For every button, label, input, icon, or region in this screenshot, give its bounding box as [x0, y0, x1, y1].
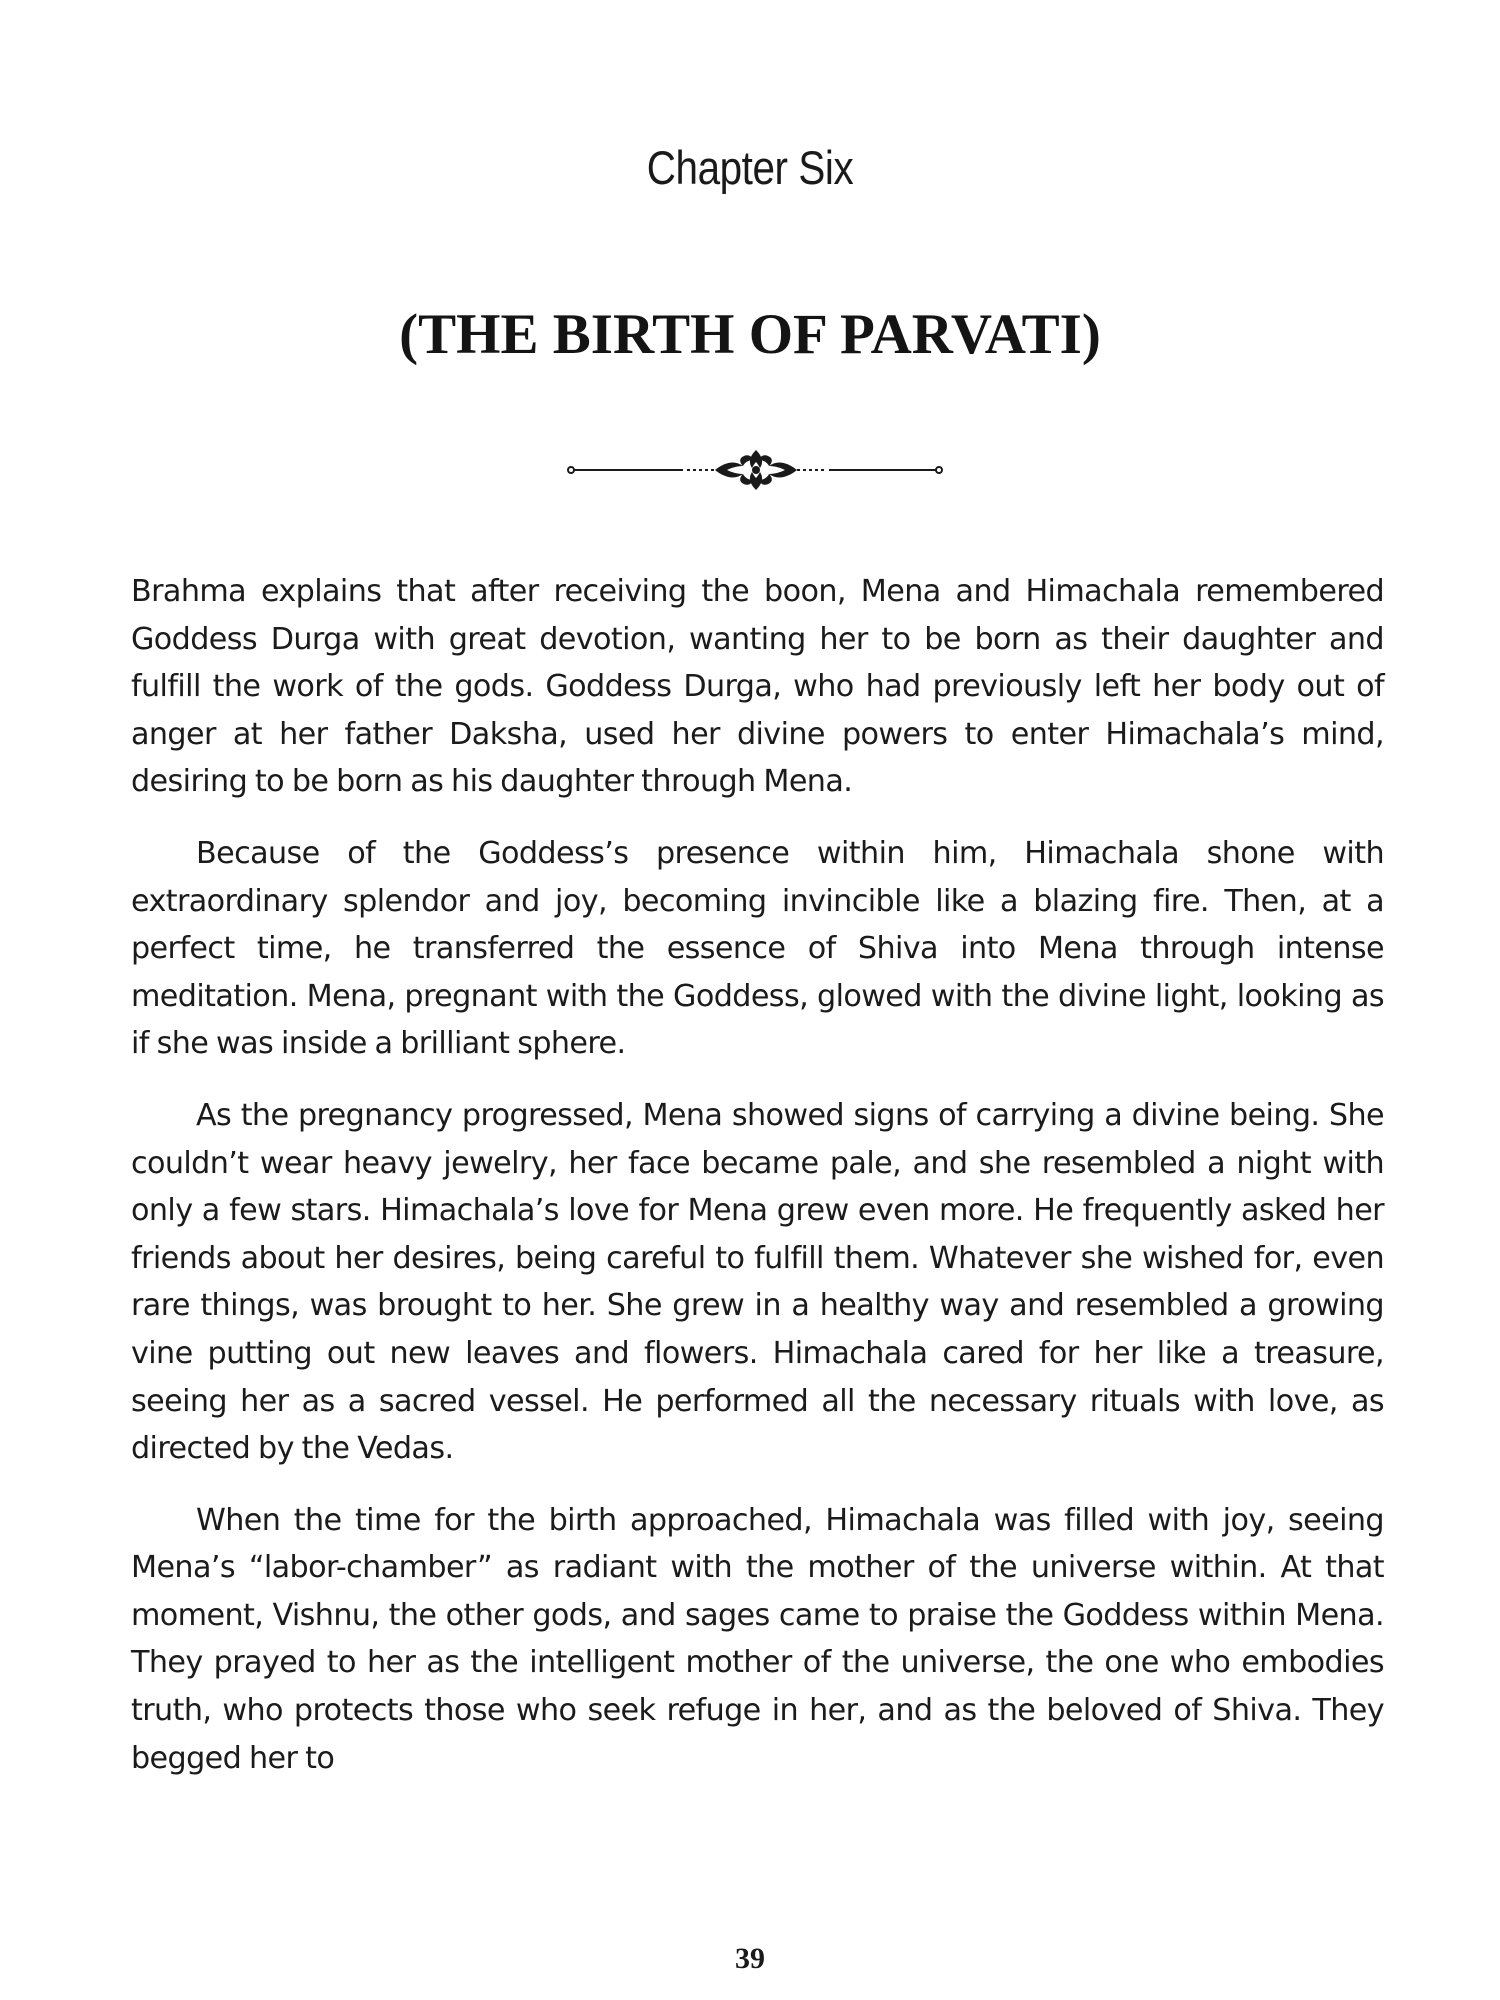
paragraph-1: Brahma explains that after receiving the boon, Mena and Himachala remembered Goddess Durga with great devotion, wanting her to be born as their daughter and fulfill the work of the gods. Goddess Durga, who had previously left her body out of anger at her father Daksha, used her divine powers to enter Himachala’s mind, desiring to be born as his daughter through Mena.	[131, 574, 1384, 800]
chapter-title: (THE BIRTH OF PARVATI)	[399, 303, 1101, 366]
floral-divider-icon	[565, 440, 945, 500]
paragraph-2: Because of the Goddess’s presence within him, Himachala shone with extraordinary splendor and joy, becoming invincible like a blazing fire. Then, at a perfect time, he transferred the essence of Shiva into Mena through intense meditation. Mena, pregnant with the Goddess, glowed with the divine light, looking as if she was inside a brilliant sphere.	[131, 835, 1384, 1062]
paragraph-4: When the time for the birth approached, Himachala was filled with joy, seeing Mena’s “labor-chamber” as radiant with the mother of the universe within. At that moment, Vishnu, the other gods, and sages came to praise the Goddess within Mena. They prayed to her as the intelligent mother of the universe, the one who embodies truth, who protects those who seek refuge in her, and as the beloved of Shiva. They begged her to	[131, 1502, 1384, 1776]
chapter-label: Chapter Six	[646, 141, 854, 194]
chapter-body	[131, 568, 1384, 1806]
page-number: 39	[735, 1942, 765, 1975]
paragraph-3: As the pregnancy progressed, Mena showed signs of carrying a divine being. She couldn’t wear heavy jewelry, her face became pale, and she resembled a night with only a few stars. Himachala’s love for Mena grew even more. He frequently asked her friends about her desires, being careful to fulfill them. Whatever she wished for, even rare things, was brought to her. She grew in a healthy way and resembled a growing vine putting out new leaves and flowers. Himachala cared for her like a treasure, seeing her as a sacred vessel. He performed all the necessary rituals with love, as directed by the Vedas.	[131, 1097, 1384, 1467]
